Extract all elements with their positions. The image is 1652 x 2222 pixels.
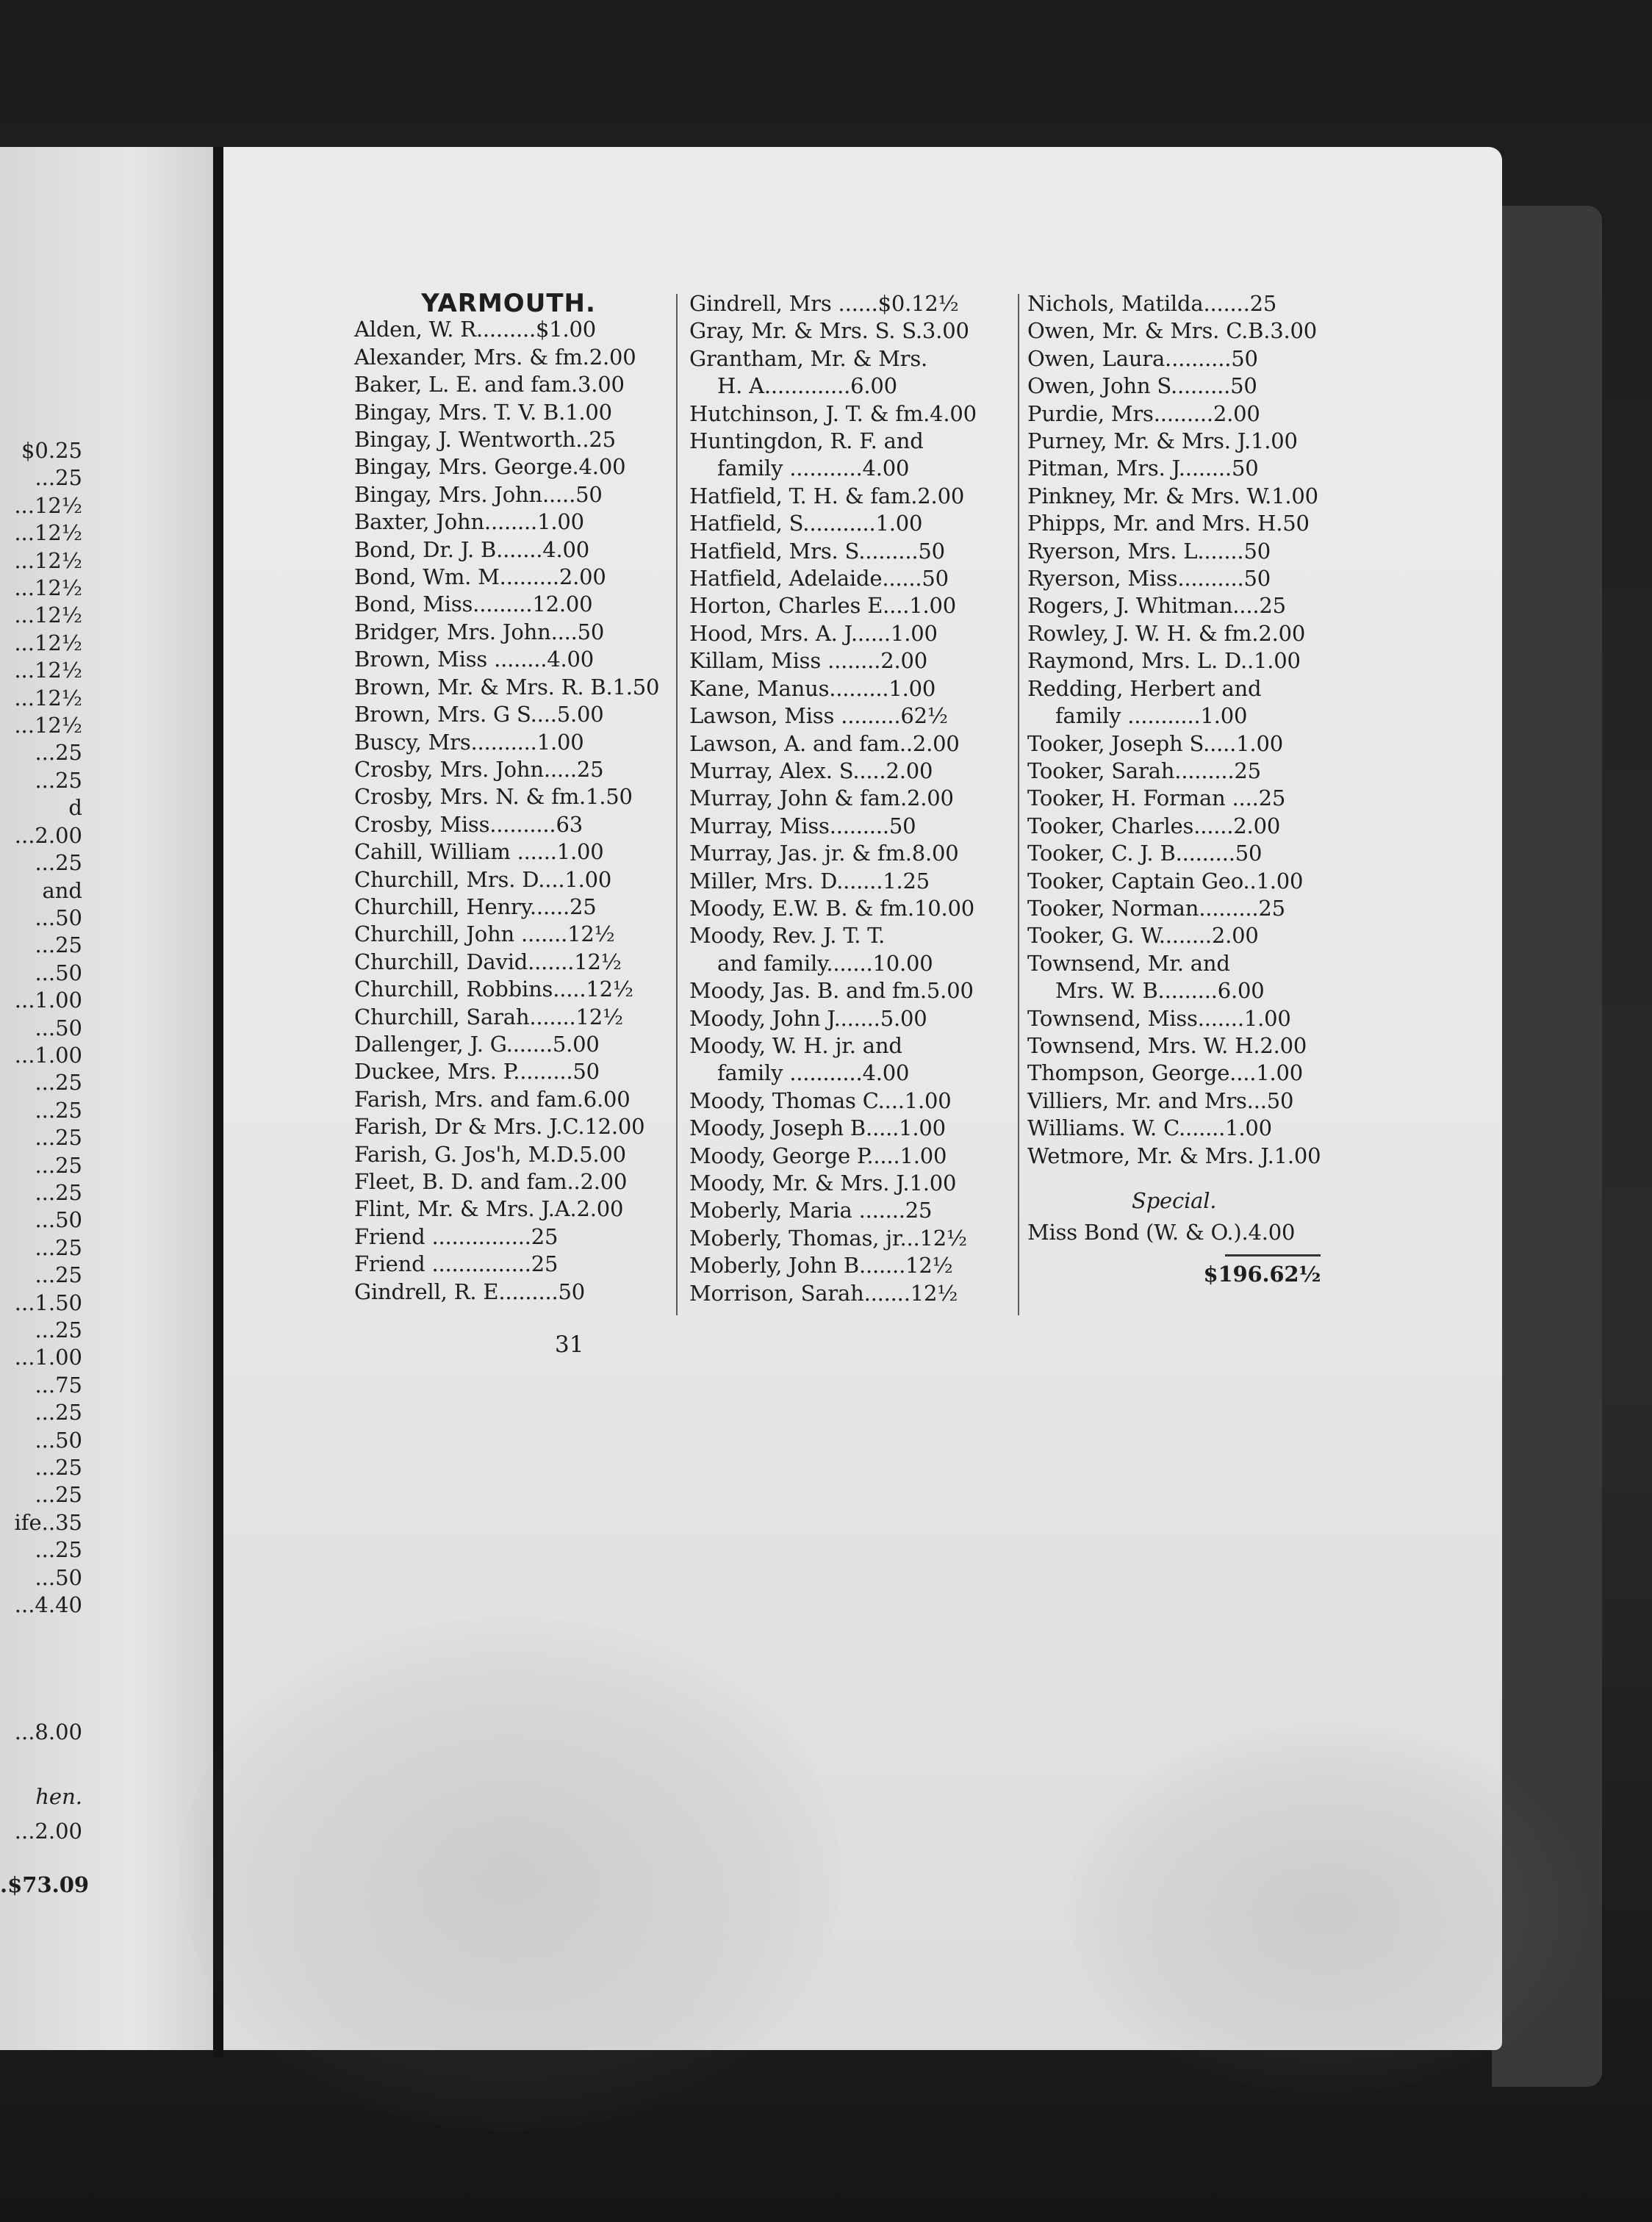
subscriber-entry: Bond, Wm. M.........2.00 [354, 564, 606, 590]
page-number: 31 [555, 1331, 584, 1358]
left-page-amount: ...25 [35, 767, 82, 793]
left-page-amount: ...50 [35, 1207, 82, 1233]
subscriber-entry: Owen, John S.........50 [1027, 373, 1257, 399]
left-page-amount: ...12½ [14, 630, 82, 655]
subscriber-entry: Dallenger, J. G.......5.00 [354, 1031, 600, 1057]
subscriber-entry: Farish, G. Jos'h, M.D.5.00 [354, 1141, 626, 1167]
left-page-total: .$73.09 [0, 1872, 90, 1897]
left-page-amount: ...25 [35, 1482, 82, 1508]
subscriber-entry: Gindrell, R. E.........50 [354, 1279, 586, 1304]
subscriber-entry: Churchill, Sarah.......12½ [354, 1004, 623, 1029]
subscriber-entry: Mrs. W. B.........6.00 [1055, 978, 1265, 1004]
subscriber-entry: Crosby, Mrs. John.....25 [354, 756, 604, 782]
subscriber-entry: Horton, Charles E....1.00 [689, 593, 957, 619]
subscriber-entry: Townsend, Miss.......1.00 [1027, 1005, 1291, 1031]
left-page-amount: ...25 [35, 1455, 82, 1481]
left-page-amount: ...1.00 [14, 988, 82, 1013]
left-page-late-amount: ...8.00 [14, 1719, 82, 1744]
left-page-amount: ...12½ [14, 685, 82, 711]
left-page-amount: ...50 [35, 1564, 82, 1590]
subscriber-entry: Buscy, Mrs..........1.00 [354, 729, 584, 755]
subscriber-entry: Bingay, Mrs. George.4.00 [354, 454, 626, 480]
column-divider [1018, 294, 1019, 1315]
subscriber-entry: Townsend, Mrs. W. H.2.00 [1027, 1032, 1307, 1058]
subscriber-entry: Ryerson, Miss..........50 [1027, 566, 1271, 592]
subscriber-entry: family ...........1.00 [1055, 703, 1248, 729]
subscriber-entry: Huntingdon, R. F. and [689, 428, 924, 454]
subscriber-entry: H. A.............6.00 [717, 373, 897, 399]
left-page-amount: ...25 [35, 850, 82, 876]
left-page-amount: ...25 [35, 1097, 82, 1123]
subscriber-entry: Hatfield, Adelaide......50 [689, 566, 949, 592]
left-page-amount: ...12½ [14, 658, 82, 683]
subscriber-entry: family ...........4.00 [717, 1060, 910, 1086]
subscriber-entry: Bond, Dr. J. B.......4.00 [354, 536, 590, 562]
subscriber-entry: Rowley, J. W. H. & fm.2.00 [1027, 620, 1306, 646]
left-page-amount: ...1.00 [14, 1042, 82, 1068]
subscriber-entry: Townsend, Mr. and [1027, 950, 1230, 976]
subscriber-entry: Alden, W. R.........$1.00 [354, 317, 597, 342]
subscriber-entry: Churchill, John .......12½ [354, 921, 615, 947]
subscriber-entry: Moberly, Maria .......25 [689, 1198, 933, 1223]
left-page-amount: ...25 [35, 1070, 82, 1096]
subscriber-entry: Fleet, B. D. and fam..2.00 [354, 1169, 628, 1194]
subscriber-entry: Kane, Manus.........1.00 [689, 675, 936, 701]
subscriber-entry: Bingay, Mrs. T. V. B.1.00 [354, 399, 612, 425]
subscriber-entry: Moody, Jas. B. and fm.5.00 [689, 978, 974, 1004]
column-3 [1027, 290, 1321, 1288]
left-page-amount: ...25 [35, 1262, 82, 1288]
subscriber-entry: Tooker, Norman.........25 [1027, 895, 1285, 921]
left-page-amount: ...25 [35, 1152, 82, 1178]
subscriber-entry: Moody, George P.....1.00 [689, 1143, 947, 1168]
left-page-amount-column [0, 437, 82, 1619]
left-page-amount: ...12½ [14, 520, 82, 546]
subscriber-entry: Moody, W. H. jr. and [689, 1032, 902, 1058]
subscriber-entry: Hatfield, Mrs. S.........50 [689, 538, 945, 564]
subscriber-entry: Murray, Jas. jr. & fm.8.00 [689, 841, 959, 866]
subscriber-entry: Tooker, Sarah.........25 [1027, 758, 1261, 783]
subscriber-entry: Lawson, A. and fam..2.00 [689, 730, 960, 756]
subscriber-entry: Moody, John J.......5.00 [689, 1005, 927, 1031]
subscriber-entry: Hatfield, S...........1.00 [689, 511, 923, 536]
left-page-amount: ...75 [35, 1372, 82, 1398]
left-page-amount: ...12½ [14, 713, 82, 738]
left-page-amount: ...25 [35, 1537, 82, 1563]
column-2 [689, 290, 977, 1307]
column-2-entries [689, 290, 977, 1307]
subscriber-entry: Farish, Dr & Mrs. J.C.12.00 [354, 1114, 645, 1140]
subscriber-entry: Tooker, Captain Geo..1.00 [1027, 868, 1304, 894]
column-divider [676, 294, 678, 1315]
special-heading: Special. [1132, 1188, 1217, 1213]
subscriber-entry: Redding, Herbert and [1027, 675, 1262, 701]
subscriber-entry: Miller, Mrs. D.......1.25 [689, 868, 930, 894]
subscriber-entry: Tooker, H. Forman ....25 [1027, 785, 1286, 811]
subscriber-entry: Morrison, Sarah.......12½ [689, 1280, 958, 1306]
subscriber-entry: Moody, E.W. B. & fm.10.00 [689, 895, 974, 921]
subscriber-entry: family ...........4.00 [717, 456, 910, 481]
subscriber-entry: Gindrell, Mrs ......$0.12½ [689, 291, 959, 316]
subscriber-entry: Murray, John & fam.2.00 [689, 785, 954, 811]
subscriber-entry: Moody, Thomas C....1.00 [689, 1087, 952, 1113]
left-page-special-fragment: hen. [35, 1784, 82, 1809]
subscriber-entry: Churchill, David.......12½ [354, 949, 622, 974]
subscriber-entry: Moberly, Thomas, jr...12½ [689, 1225, 967, 1251]
subscriber-entry: Rogers, J. Whitman....25 [1027, 593, 1286, 619]
left-page-amount: ...4.40 [14, 1592, 82, 1618]
subscriber-entry: Alexander, Mrs. & fm.2.00 [354, 344, 636, 370]
subscriber-entry: Brown, Mr. & Mrs. R. B.1.50 [354, 674, 660, 700]
total-rule [1225, 1254, 1321, 1256]
subscriber-entry: Murray, Miss.........50 [689, 813, 916, 838]
subscriber-entry: Wetmore, Mr. & Mrs. J.1.00 [1027, 1143, 1321, 1168]
subscriber-entry: Churchill, Robbins.....12½ [354, 977, 633, 1002]
column-1-entries [354, 316, 663, 1306]
column-3-entries [1027, 290, 1321, 1170]
subscriber-entry: Bridger, Mrs. John....50 [354, 619, 605, 644]
subscriber-entry: Bond, Miss.........12.00 [354, 592, 593, 617]
subscriber-entry: Ryerson, Mrs. L.......50 [1027, 538, 1271, 564]
page-heading: YARMOUTH. [421, 289, 596, 318]
water-stain [1069, 1727, 1583, 2094]
left-page-amount: ...25 [35, 1400, 82, 1425]
subscriber-entry: Brown, Miss ........4.00 [354, 647, 595, 672]
subscriber-entry: Pinkney, Mr. & Mrs. W.1.00 [1027, 483, 1318, 508]
left-page-fragment [0, 147, 220, 2050]
subscriber-entry: Crosby, Miss..........63 [354, 811, 583, 837]
subscriber-entry: Phipps, Mr. and Mrs. H.50 [1027, 511, 1310, 536]
subscriber-entry: Thompson, George....1.00 [1027, 1060, 1304, 1086]
subscriber-entry: Brown, Mrs. G S....5.00 [354, 702, 604, 727]
column-1 [354, 290, 663, 1306]
subscriber-entry: Farish, Mrs. and fam.6.00 [354, 1086, 631, 1112]
subscriber-entry: Tooker, Joseph S.....1.00 [1027, 730, 1283, 756]
subscriber-entry: Moody, Rev. J. T. T. [689, 923, 886, 949]
left-page-amount: ...25 [35, 465, 82, 491]
subscriber-entry: Pitman, Mrs. J........50 [1027, 456, 1259, 481]
subscriber-entry: Lawson, Miss .........62½ [689, 703, 948, 729]
subscriber-entry: Nichols, Matilda.......25 [1027, 291, 1277, 316]
left-page-amount: ...2.00 [14, 822, 82, 848]
subscriber-entry: Baxter, John........1.00 [354, 509, 584, 535]
subscriber-entry: Crosby, Mrs. N. & fm.1.50 [354, 784, 633, 810]
subscriber-entry: Flint, Mr. & Mrs. J.A.2.00 [354, 1196, 624, 1222]
left-page-special-amount: ...2.00 [14, 1819, 82, 1844]
subscriber-entry: Grantham, Mr. & Mrs. [689, 345, 928, 371]
subscriber-entry: Hood, Mrs. A. J......1.00 [689, 620, 938, 646]
left-page-amount: ...25 [35, 1317, 82, 1342]
subscriber-entry: Owen, Mr. & Mrs. C.B.3.00 [1027, 318, 1318, 344]
subscriber-entry: Friend ...............25 [354, 1223, 559, 1249]
subscriber-entry: Hatfield, T. H. & fam.2.00 [689, 483, 965, 508]
subscriber-entry: Moody, Joseph B.....1.00 [689, 1115, 946, 1141]
subscriber-entry: Bingay, J. Wentworth..25 [354, 427, 616, 453]
left-page-amount: and [42, 877, 82, 903]
left-page-amount: $0.25 [21, 438, 82, 463]
left-page-amount: ife..35 [14, 1509, 82, 1535]
subscriber-entry: Purdie, Mrs.........2.00 [1027, 400, 1260, 426]
left-page-amount: ...12½ [14, 603, 82, 628]
subscriber-entry: Bingay, Mrs. John.....50 [354, 481, 603, 507]
subscriber-entry: Churchill, Mrs. D....1.00 [354, 866, 612, 892]
subscriber-entry: Gray, Mr. & Mrs. S. S.3.00 [689, 318, 969, 344]
water-stain [179, 1617, 841, 2131]
left-page-amount: ...25 [35, 932, 82, 958]
left-page-amount: ...25 [35, 740, 82, 766]
left-page-amount: ...50 [35, 960, 82, 985]
left-page-amount: ...1.50 [14, 1290, 82, 1315]
grand-total: $196.62½ [1203, 1261, 1321, 1287]
subscriber-entry: Moberly, John B.......12½ [689, 1253, 953, 1279]
subscriber-entry: Duckee, Mrs. P.........50 [354, 1059, 600, 1085]
left-page-amount: d [68, 795, 82, 821]
subscriber-entry: Tooker, C. J. B.........50 [1027, 841, 1263, 866]
subscriber-entry: and family.......10.00 [717, 950, 933, 976]
left-page-amount: ...12½ [14, 547, 82, 573]
left-page-amount: ...1.00 [14, 1345, 82, 1370]
subscriber-entry: Hutchinson, J. T. & fm.4.00 [689, 400, 977, 426]
subscriber-entry: Killam, Miss ........2.00 [689, 648, 927, 674]
left-page-amount: ...50 [35, 1427, 82, 1453]
left-page-amount: ...25 [35, 1179, 82, 1205]
subscriber-entry: Villiers, Mr. and Mrs...50 [1027, 1087, 1294, 1113]
left-page-amount: ...12½ [14, 492, 82, 518]
left-page-amount: ...25 [35, 1125, 82, 1151]
left-page-amount: ...50 [35, 1015, 82, 1040]
subscriber-entry: Raymond, Mrs. L. D..1.00 [1027, 648, 1301, 674]
subscriber-entry: Tooker, G. W........2.00 [1027, 923, 1259, 949]
subscriber-entry: Friend ...............25 [354, 1251, 559, 1277]
left-page-amount: ...50 [35, 905, 82, 930]
subscriber-entry: Owen, Laura..........50 [1027, 345, 1258, 371]
subscriber-entry: Baker, L. E. and fam.3.00 [354, 372, 625, 398]
left-page-amount: ...25 [35, 1234, 82, 1260]
subscriber-entry: Tooker, Charles......2.00 [1027, 813, 1281, 838]
left-page-amount: ...12½ [14, 575, 82, 601]
subscriber-entry: Churchill, Henry......25 [354, 894, 597, 919]
subscriber-entry: Moody, Mr. & Mrs. J.1.00 [689, 1171, 957, 1196]
subscriber-entry: Purney, Mr. & Mrs. J.1.00 [1027, 428, 1298, 454]
special-entry: Miss Bond (W. & O.).4.00 [1027, 1220, 1296, 1245]
subscriber-entry: Williams. W. C.......1.00 [1027, 1115, 1272, 1141]
subscriber-entry: Cahill, William ......1.00 [354, 839, 604, 865]
subscriber-entry: Murray, Alex. S.....2.00 [689, 758, 933, 783]
